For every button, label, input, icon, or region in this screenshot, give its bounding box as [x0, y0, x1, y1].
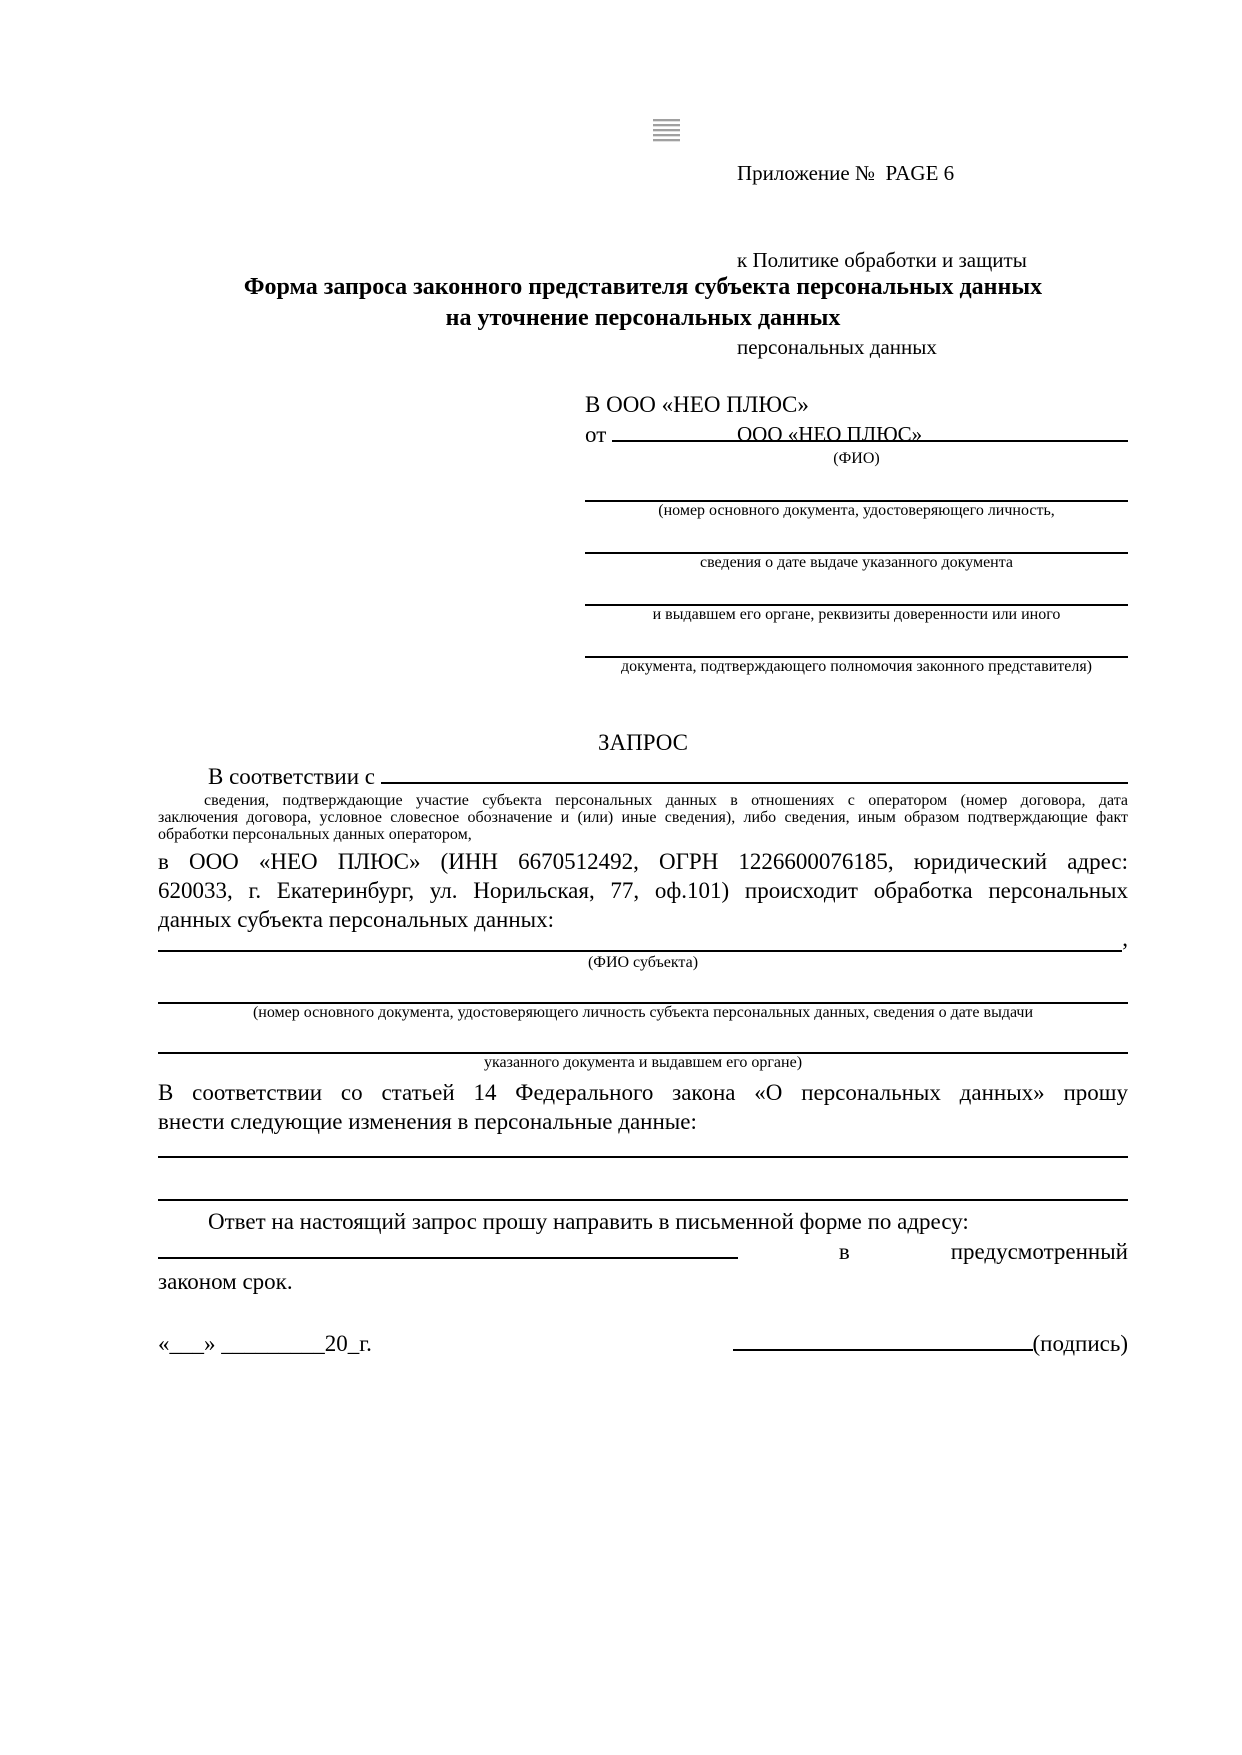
subject-fio-blank-line [158, 950, 1122, 952]
address-row [158, 1237, 1128, 1267]
date-blank: «___» _________20_г. [158, 1331, 372, 1356]
operator-line: данных субъекта персональных данных: [158, 907, 555, 932]
subject-doc-blank-line [158, 1022, 1128, 1054]
subject-doc-caption: указанного документа и выдавшем его органе) [483, 1054, 803, 1071]
field-group [585, 624, 1128, 676]
document-header [737, 101, 1027, 507]
field-caption: и выдавшем его органе, реквизиты доверенности или иного [652, 606, 1061, 623]
blank-line [585, 520, 1128, 554]
field-caption: документа, подтверждающего полномочия законного представителя) [621, 658, 1092, 675]
blank-line [585, 572, 1128, 606]
subject-doc-blank-line [158, 972, 1128, 1004]
amendment-paragraph [158, 1078, 1128, 1136]
header-line: ООО «НЕО ПЛЮС» [737, 422, 923, 446]
field-group [585, 520, 1128, 572]
address-blank-line [158, 1257, 738, 1259]
footnote-line: сведения, подтверждающие участие субъекта персональных данных в отношениях с оператором (номер договора, дата [204, 792, 1128, 809]
footnote-line: обработки персональных данных оператором, [158, 826, 472, 843]
changes-blank-line [158, 1136, 1128, 1158]
changes-blank-line [158, 1158, 1128, 1201]
signature-caption: (подпись) [1032, 1331, 1128, 1356]
signature-blank-line [733, 1349, 1033, 1351]
embedded-object-artifact [653, 119, 680, 144]
footnote-text [158, 792, 1128, 843]
header-line: Приложение № PAGE 6 [737, 161, 955, 185]
trailing-comma: , [1122, 926, 1128, 951]
operator-line: в ООО «НЕО ПЛЮС» (ИНН 6670512492, ОГРН 1226600076185, юридический адрес: [158, 849, 1128, 874]
reply-line: законом срок. [158, 1269, 293, 1294]
footnote-line: заключения договора, условное словесное обозначение и (или) иные сведения), либо сведения, иным образом подтверждающие факт [158, 809, 1128, 826]
subject-doc-caption: (номер основного документа, удостоверяющего личность субъекта персональных данных, сведения о дате выдачи [252, 1004, 1034, 1021]
request-heading: ЗАПРОС [597, 730, 689, 755]
header-line: персональных данных [737, 335, 937, 359]
basis-blank-line [381, 782, 1128, 784]
blank-line [585, 624, 1128, 658]
reply-line: Ответ на настоящий запрос прошу направить в письменной форме по адресу: [208, 1209, 969, 1234]
form-title-line: Форма запроса законного представителя субъекта персональных данных [243, 274, 1043, 300]
field-caption: сведения о дате выдаче указанного документа [699, 554, 1014, 571]
field-caption: (номер основного документа, удостоверяющего личность, [658, 502, 1055, 519]
header-line: к Политике обработки и защиты [737, 248, 1027, 272]
operator-paragraph [158, 847, 1128, 934]
subject-fio-row [158, 926, 1128, 954]
fio-caption: (ФИО) [833, 450, 880, 467]
signature-row [158, 1329, 1128, 1359]
recipient-organization: В ООО «НЕО ПЛЮС» [585, 392, 809, 417]
amendment-line: В соответствии со статьей 14 Федерального закона «О персональных данных» прошу [158, 1080, 1128, 1105]
amendment-line: внести следующие изменения в персональные данные: [158, 1109, 697, 1134]
intro-row [208, 762, 1128, 792]
form-title-line: на уточнение персональных данных [445, 305, 841, 331]
field-group [585, 572, 1128, 624]
signature-block [733, 1329, 1128, 1359]
operator-line: 620033, г. Екатеринбург, ул. Норильская, 77, оф.101) происходит обработка персональных [158, 878, 1128, 903]
reply-word: предусмотренный [950, 1239, 1128, 1264]
reply-word: в [838, 1239, 850, 1264]
intro-label: В соответствии с [208, 764, 376, 789]
subject-fio-caption: (ФИО субъекта) [587, 954, 699, 971]
from-label: от [585, 422, 607, 447]
